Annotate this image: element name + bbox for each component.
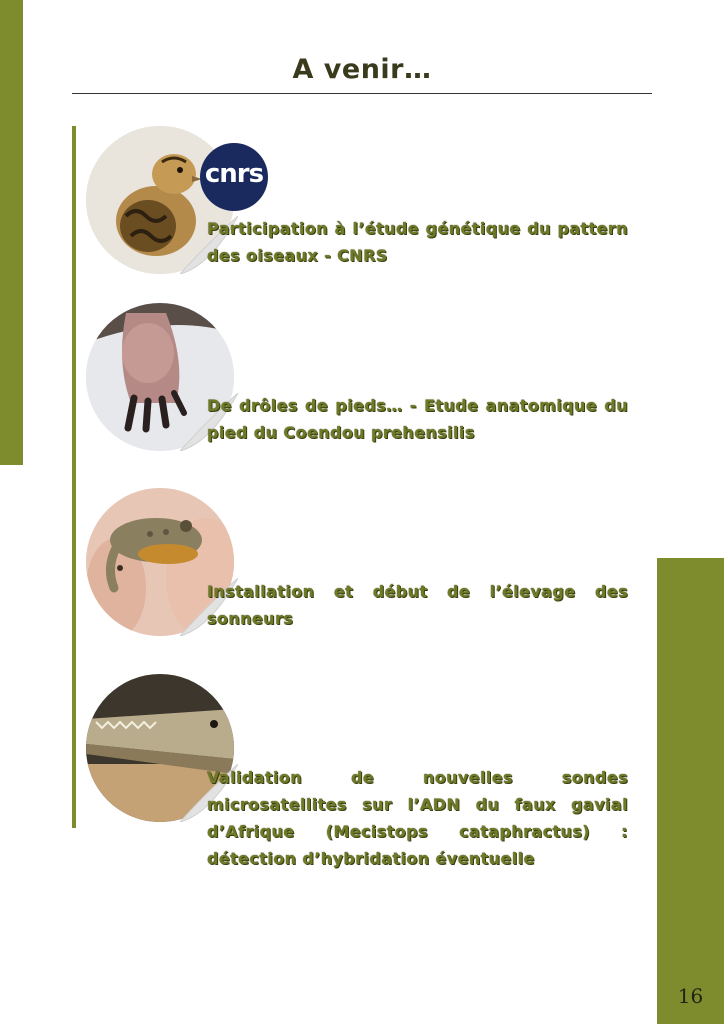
- item-caption: Validation de nouvelles sondes microsatellites sur l’ADN du faux gavial d’Afrique (Mecistops cataphractus) : détection d’hybridation éventuelle: [207, 768, 628, 868]
- item-caption: Participation à l’étude génétique du pattern des oiseaux - CNRS: [207, 219, 628, 265]
- item-caption: Installation et début de l’élevage des sonneurs: [207, 582, 628, 628]
- title-divider: [72, 93, 652, 94]
- right-accent-bar: [657, 558, 724, 1024]
- cnrs-logo: cnrs: [200, 143, 268, 211]
- item-caption: De drôles de pieds… - Etude anatomique du pied du Coendou prehensilis: [207, 396, 628, 442]
- page-number: 16: [677, 984, 704, 1008]
- left-accent-bar: [0, 0, 23, 465]
- vertical-accent-line: [72, 126, 76, 828]
- page-title: A venir…: [292, 54, 432, 85]
